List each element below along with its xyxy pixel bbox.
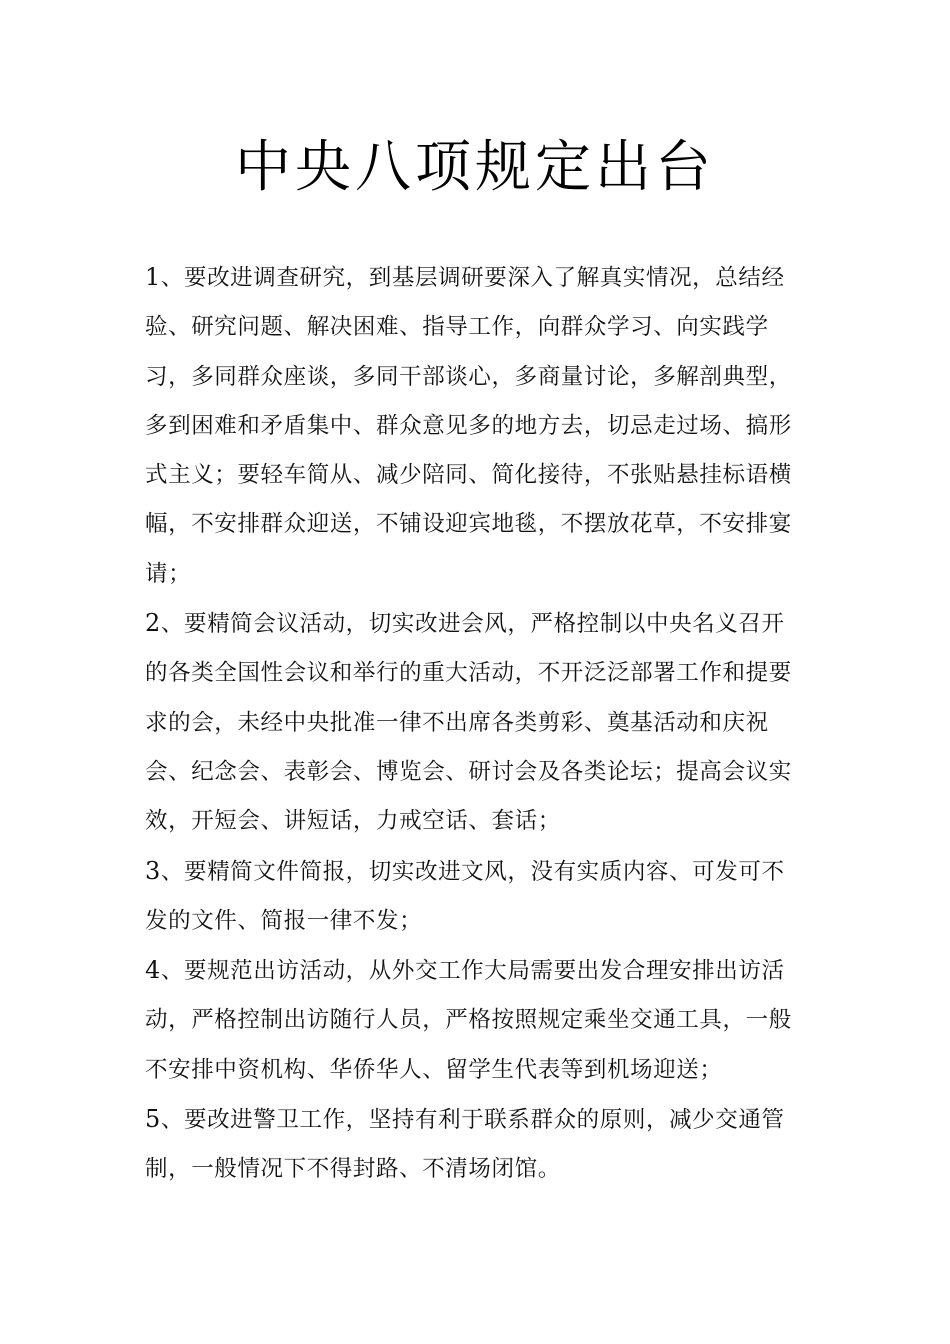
paragraph-number: 5 xyxy=(145,1105,161,1134)
paragraph-number: 3 xyxy=(145,856,161,885)
paragraph-1 xyxy=(145,253,805,599)
paragraph-text: 、要规范出访活动，从外交工作大局需要出发合理安排出访活动，严格控制出访随行人员，严格按照规定乘坐交通工具，一般不安排中资机构、华侨华人、留学生代表等到机场迎送； xyxy=(145,958,792,1083)
paragraph-number: 1 xyxy=(145,263,161,291)
paragraph-2 xyxy=(145,599,805,846)
paragraph-text: 、要精简文件简报，切实改进文风，没有实质内容、可发可不发的文件、简报一律不发； xyxy=(145,858,785,934)
paragraph-text: 、要改进调查研究，到基层调研要深入了解真实情况，总结经验、研究问题、解决困难、指导工作，向群众学习、向实践学习，多同群众座谈，多同干部谈心，多商量讨论，多解剖典型，多到困难和矛盾集中、群众意见多的地方去，切忌走过场、搞形式主义；要轻车简从、减少陪同、简化接待，不张贴悬挂标语横幅，不安排群众迎送，不铺设迎宾地毯，不摆放花草，不安排宴请； xyxy=(145,265,792,587)
paragraph-3 xyxy=(145,847,805,947)
document-title: 中央八项规定出台 xyxy=(235,135,715,200)
paragraph-text: 、要改进警卫工作，坚持有利于联系群众的原则，减少交通管制，一般情况下不得封路、不清场闭馆。 xyxy=(145,1107,785,1183)
document-body xyxy=(145,253,805,1195)
paragraph-number: 4 xyxy=(145,956,161,985)
paragraph-text: 、要精简会议活动，切实改进会风，严格控制以中央名义召开的各类全国性会议和举行的重大活动，不开泛泛部署工作和提要求的会，未经中央批准一律不出席各类剪彩、奠基活动和庆祝会、纪念会、表彰会、博览会、研讨会及各类论坛；提高会议实效，开短会、讲短话，力戒空话、套话； xyxy=(145,611,792,835)
paragraph-4 xyxy=(145,946,805,1095)
paragraph-5 xyxy=(145,1095,805,1195)
paragraph-number: 2 xyxy=(145,609,161,638)
